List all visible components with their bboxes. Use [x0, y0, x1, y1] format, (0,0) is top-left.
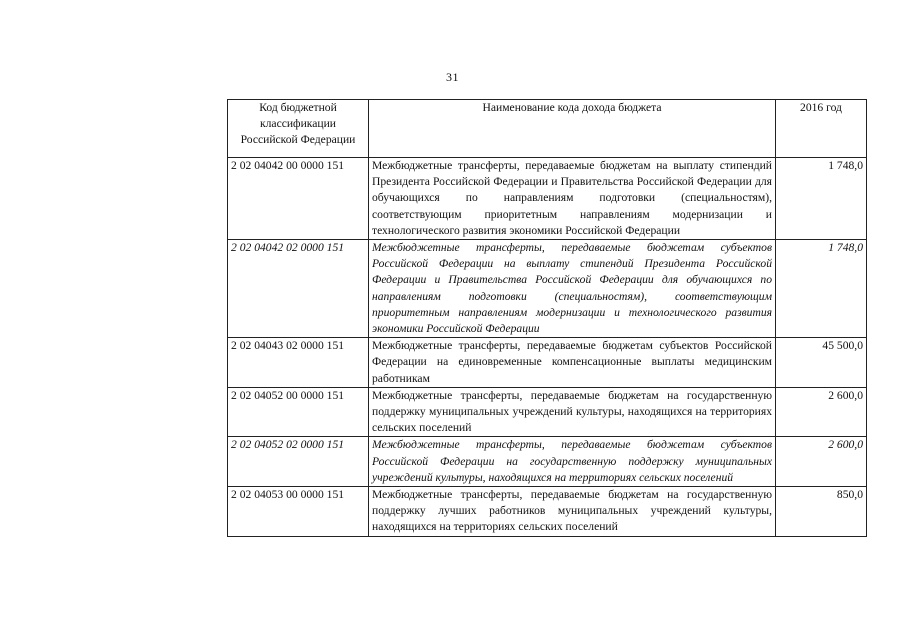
table-row	[228, 387, 867, 437]
row-name: Межбюджетные трансферты, передаваемые бюджетам на государственную поддержку муниципальных учреждений культуры, находящихся на территориях сельских поселений	[369, 387, 776, 437]
budget-revenue-table	[227, 99, 867, 537]
table-row	[228, 487, 867, 537]
table-row	[228, 240, 867, 338]
row-name: Межбюджетные трансферты, передаваемые бюджетам субъектов Российской Федерации на государственную поддержку муниципальных учреждений культуры, находящихся на территориях сельских поселений	[369, 437, 776, 487]
row-code: 2 02 04052 00 0000 151	[228, 387, 369, 437]
table-row	[228, 158, 867, 240]
table-header-row	[228, 100, 867, 158]
row-name: Межбюджетные трансферты, передаваемые бюджетам на государственную поддержку лучших работников муниципальных учреждений культуры, находящихся на территориях сельских поселений	[369, 487, 776, 537]
row-name: Межбюджетные трансферты, передаваемые бюджетам субъектов Российской Федерации на единовременные компенсационные выплаты медицинским работникам	[369, 338, 776, 388]
row-name: Межбюджетные трансферты, передаваемые бюджетам на выплату стипендий Президента Российской Федерации и Правительства Российской Федерации для обучающихся по направлениям подготовки (специальностям), соответствующим приоритетным направлениям модернизации и технологического развития экономики Российской Федерации	[369, 158, 776, 240]
page-number: 31	[446, 70, 459, 84]
table-row	[228, 338, 867, 388]
header-code: Код бюджетной классификации Российской Федерации	[228, 100, 369, 158]
row-value: 1 748,0	[776, 240, 867, 338]
row-name: Межбюджетные трансферты, передаваемые бюджетам субъектов Российской Федерации на выплату стипендий Президента Российской Федерации и Правительства Российской Федерации для обучающихся по направлениям подготовки (специальностям), соответствующим приоритетным направлениям модернизации и технологического развития экономики Российской Федерации	[369, 240, 776, 338]
row-code: 2 02 04042 02 0000 151	[228, 240, 369, 338]
row-value: 45 500,0	[776, 338, 867, 388]
header-name: Наименование кода дохода бюджета	[369, 100, 776, 158]
row-code: 2 02 04042 00 0000 151	[228, 158, 369, 240]
header-year: 2016 год	[776, 100, 867, 158]
row-value: 850,0	[776, 487, 867, 537]
row-code: 2 02 04043 02 0000 151	[228, 338, 369, 388]
row-code: 2 02 04052 02 0000 151	[228, 437, 369, 487]
table-row	[228, 437, 867, 487]
row-value: 2 600,0	[776, 437, 867, 487]
row-code: 2 02 04053 00 0000 151	[228, 487, 369, 537]
row-value: 1 748,0	[776, 158, 867, 240]
row-value: 2 600,0	[776, 387, 867, 437]
